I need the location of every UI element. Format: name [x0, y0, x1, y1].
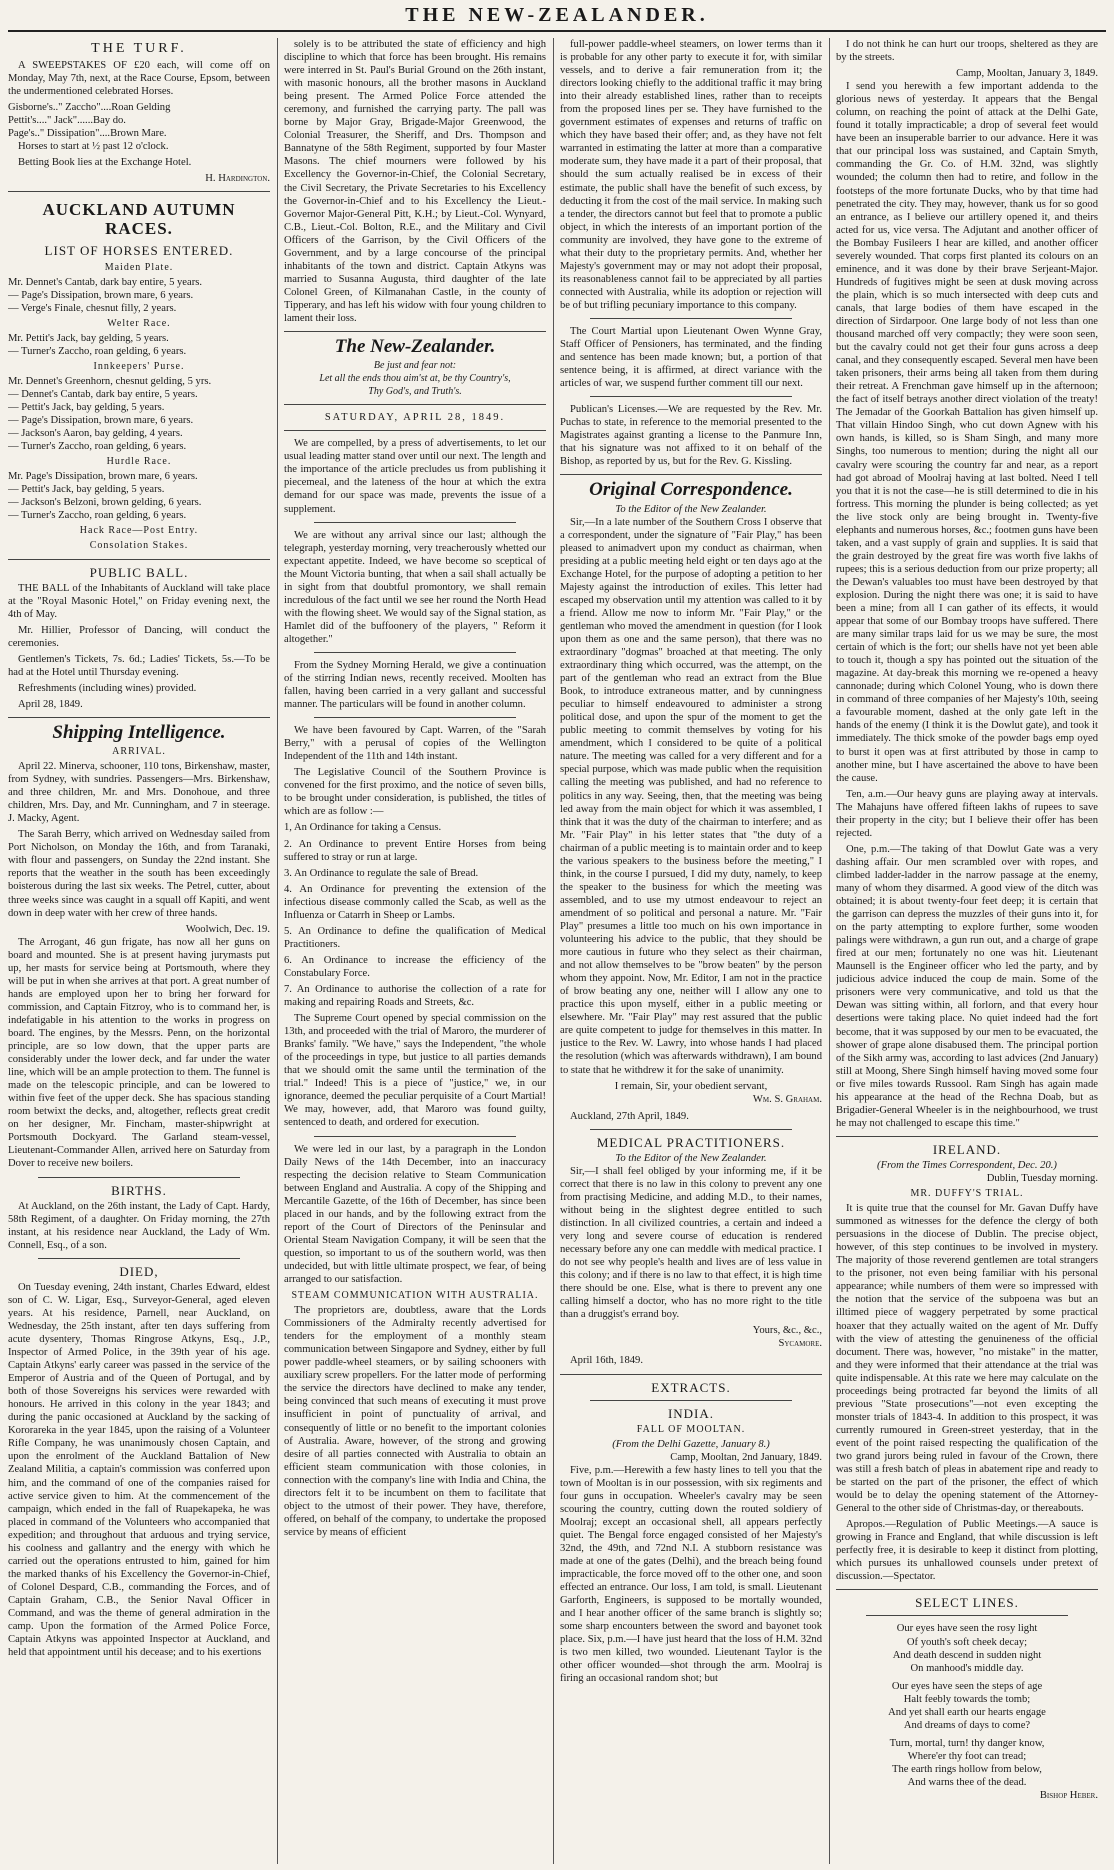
- letter-closing: I remain, Sir, your obedient servant,: [614, 1080, 768, 1092]
- entry-list: [8, 470, 270, 522]
- ireland-heading: IRELAND.: [932, 1141, 1002, 1157]
- mooltan-report: Five, p.m.—Herewith a few hasty lines to tell you that the town of Mooltan is in our possession, with six regiments and four guns in occupation. Wheeler's cavalry may be seen scouring the country, cutting down the routed soldiery of Moolraj; except an occasional shell, all appears perfectly quiet. The Bengal force engaged consisted of her Majesty's 32nd, the 49th, and 72nd N.I. A stubborn resistance was made at one of the gates (Delhi), and the breach being found impracticable, the force moved off to the other one, and soon effected an entrance. Our loss, I am told, is small. Lieutenant Garforth, Engineers, is supposed to be mortally wounded, and I hear another officer of the same branch is slightly so; some sharp encounters between the sword and bayonet took place. Six, p.m.—I have just heard that the loss of H.M. 32nd is two men killed, two wounded. Lieutenant Taylor is the other officer wounded—shot through the arm. Moolraj is firing an occasional random shot; but: [560, 1464, 822, 1685]
- duffy-heading: MR. DUFFY'S TRIAL.: [910, 1188, 1024, 1200]
- ordinance-list: [284, 821, 546, 1009]
- editorial-paragraph: The Supreme Court opened by special commission on the 13th, and proceeded with the trial of Maroro, the murderer of Branks' family. "We have," says the Independent, "the whole of the proceedings in type, but justice to all parties demands that we should omit the same until the termination of the trial." Indeed! This is a piece of "justice," we, in our ignorance, deemed the peculiar perquisite of a Court Martial! We may, however, add, that Maroro was found guilty, sentenced to death, and ordered for execution.: [284, 1013, 546, 1129]
- entry: Mr. Pettit's Jack, bay gelding, 5 years.: [8, 332, 169, 344]
- column-4: [836, 38, 1098, 1864]
- mooltan-letter: I send you herewith a few important addenda to the glorious news of yesterday. It appears that the Bengal column, on reaching the point of attack at the Delhi Gate, found it totally impracticable; a drop of several feet would have been an insuperable barrier to our advance. Here it was that our principal loss was sustained, and Captain Smyth, commanding the Gr. Co. of H.M. 32nd, was slightly wounded; the column then had to retire, and follow in the footsteps of the more fortunate Ducks, who by that time had penetrated the city. They may, however, thank us for so good an entrance, as I believe our artillery opened it, and theirs acted for us, vice versa. The Adjutant and another officer of the Bombay Fusileers I hear are killed, and another officer severely wounded. That corps first planted its colours on an eminence, and it was done by their brave Serjeant-Major. Hundreds of fugitives might be seen at dusk moving across the plain, which is so much intersected with deep cuts and canals, that large bodies of them have escaped in the direction of Sirdarpoor. One large body of not less than one thousand marched off very compactly; they were soon seen, but the cavalry could not get their four guns across a deep canal, and they consequently escaped. Several men have been taken prisoners, their arms being all taken from them during their retreat. A Frenchman gave himself up in the afternoon; the fact of itself betrays another direct violation of the treaty! The Jemadar of the Goorkah Battalion has given himself up. That villain Hindoo Singh, who cut down Agnew with his own hands, is killed, so is Sham Singh, and many more Singhs, too numerous to mention; during the night all our cavalry were scouring the country far and near, as a report had got abroad of Moolraj having at last bolted. Need I tell you that it is not the case—he is still determined to die in his fortress. This morning the plunder is being collected; as yet the live stock only are being brought in. Twenty-five elephants and numerous horses, &c.; footmen guns have been taken, and a vast supply of grain and supplies. It is said that the grain destroyed by the great fire was worth five lakhs of rupees; this is a serious deduction from our prize property; all the Dewan's valuables too must have been destroyed by that explosion. During the night there was one; it is said to have been a mine; from all I can gather of its effects, it would appear that some of our Bombay troops have suffered. There are many similar traps laid for us we may be sure, the most certain of which is the fort; our shells have not yet been able to touch it, though a spy has pointed out the situation of the magazine. At day-break this morning we re-opened a heavy cannonade; during which Colonel Young, who is down there in command of three companies of her Majesty's 10th, seeing a favourable moment, dashed at the only gate left in the hands of the enemy (I think it is the Dowlut gate), and took it immediately. The thick smoke of the powder bags emp oyed to burst it open was at first attributed by those in camp to another mine, but I have ascertained the above to have been the cause.: [836, 81, 1098, 784]
- entry: — Verge's Finale, chesnut filly, 2 years.: [8, 302, 177, 314]
- dateline: Camp, Mooltan, 2nd January, 1849.: [670, 1451, 822, 1463]
- column-3: [560, 38, 822, 1864]
- divider: [836, 1589, 1098, 1590]
- entry-list: [8, 332, 270, 358]
- entry-list: [8, 276, 270, 315]
- divider: [284, 331, 546, 332]
- races-heading: AUCKLAND AUTUMN RACES.: [42, 200, 236, 239]
- divider: [314, 1136, 516, 1137]
- divider: [590, 318, 792, 319]
- poem-line: Of youth's soft cheek decay;: [906, 1636, 1028, 1648]
- entry: Mr. Page's Dissipation, brown mare, 6 years.: [8, 471, 198, 483]
- india-heading: INDIA.: [667, 1405, 715, 1421]
- masthead-title: THE NEW-ZEALANDER.: [405, 4, 709, 26]
- race-name: Innkeepers' Purse.: [93, 360, 185, 372]
- motto-line: Be just and fear not:: [373, 360, 457, 372]
- mooltan-heading: FALL OF MOOLTAN.: [636, 1423, 746, 1435]
- entry: Mr. Dennet's Cantab, dark bay entire, 5 years.: [8, 276, 203, 288]
- letter-date: April 16th, 1849.: [570, 1355, 643, 1367]
- entry: — Pettit's Jack, bay gelding, 5 years.: [8, 401, 165, 413]
- poem-line: And yet shall earth our hearts engage: [888, 1706, 1046, 1718]
- entry: — Turner's Zaccho, roan gelding, 6 years.: [8, 510, 187, 522]
- divider: [8, 191, 270, 192]
- poem-line: The earth rings hollow from below,: [892, 1763, 1042, 1775]
- letter-closing: Yours, &c., &c.,: [752, 1325, 822, 1337]
- divider: [284, 430, 546, 431]
- letter-signature: Sycamore.: [778, 1338, 822, 1350]
- correspondence-heading: Original Correspondence.: [589, 479, 793, 501]
- divider: [38, 1258, 240, 1259]
- divider: [836, 1136, 1098, 1137]
- poem-line: Turn, mortal, turn! thy danger know,: [889, 1737, 1045, 1749]
- entry: — Turner's Zaccho, roan gelding, 6 years.: [8, 441, 187, 453]
- poem-author: Bishop Heber.: [1039, 1790, 1098, 1802]
- editorial-paragraph: The Legislative Council of the Southern Province is convened for the first proximo, and the notice of seven bills, to be brought under consideration, is published, the titles of which are as follow :—: [284, 767, 546, 818]
- column-2: [284, 38, 546, 1864]
- entry: — Dennet's Cantab, dark bay entire, 5 years.: [8, 388, 198, 400]
- horse-list: [8, 101, 270, 140]
- source-line: (From the Delhi Gazette, January 8.): [612, 1438, 770, 1450]
- column-divider: [829, 38, 830, 1864]
- race-name: Consolation Stakes.: [89, 540, 189, 552]
- mooltan-update: Ten, a.m.—Our heavy guns are playing away at intervals. The Mahajuns have offered fifteen lakhs of rupees to save their property in the city; but I believe their offer has been rejected.: [836, 788, 1098, 839]
- race-name: Hack Race—Post Entry.: [79, 525, 199, 537]
- ordinance-item: 2. An Ordinance to prevent Entire Horses from being suffered to stray or run at large.: [284, 838, 546, 863]
- editorial-paragraph: We are compelled, by a press of advertisements, to let our usual leading matter stand over until our next. The length and the importance of the article precludes us from publishing it piecemeal, and the lateness of the hour at which the extra demand for our space was made, prevents the issue of a supplement.: [284, 438, 546, 515]
- divider: [8, 717, 270, 718]
- editorial-paragraph: We are without any arrival since our last; although the telegraph, yesterday morning, very treacherously whetted our expectant appetite. Indeed, we have become so sceptical of the Mount Victoria bunting, that when a sail shall actually be in sight from that doubtful promontory, we shall remain incredulous of the fact until we see her round the North Head with the flowing sheet. We would say of the Signal station, as Hamlet did of the buffoonery of the players, " Reform it altogether.": [284, 529, 546, 645]
- letter-body: Sir,—In a late number of the Southern Cross I observe that a correspondent, under the signature of "Fair Play," has been pleased to animadvert upon my conduct as chairman, when presiding at a public meeting held eight or ten days ago at the Exchange Hotel, for the purpose of adopting a petition to her Majesty against the introduction of exiles. This letter had escaped my observation until my attention was called to it by a friend. Allow me now to inform Mr. "Fair Play," or the gentleman who moved the amendment in question (for I look upon them as one and the same person), that there was no extraordinary "dogmas" broached at that meeting. The only extraordinary thing which occurred, was the attempt, on the part of the gentleman who read an extract from the Blue Book, to introduce extraneous matter, and by cunningness peculiar to himself endeavoured to administer a strong political dose, and upon the spur of the moment to get the public meeting to commit themselves by voting for his amendment, which I considered to be quite of a political nature. The meeting was called for a very different and for a special purpose, which was made public when the requisition calling the meeting was published, and had no reference to politics in any way. Seeing, then, that the meeting was being led away from the main object for which it was assembled, I think that it was the duty of the chairman to interfere; and as Mr. "Fair Play" in his letter states that "the duty of a chairman of a public meeting is to maintain order and to keep the various speakers to the business before the meeting," I think, in the course I pursued, I did my duty, namely, to keep the speaker to the business for which the meeting was assembled, and to use my utmost endeavour to reject an amendment of so political and personal a nature. Mr. "Fair Play" presumes a little too much on his own importance in volunteering his advice to the public, that they should be more cautious in future who they select as their chairman, and not allow themselves to be "brow beaten" by the person whom they appoint. Now, Mr. Editor, I am not in the practice of brow beating any one, neither will I allow any one to practice this upon myself, either in a public meeting or elsewhere. Mr. "Fair Play" may rest assured that the public are quite competent to judge for themselves in this matter. In justice to the Rev. W. Lawry, into whose hands I had placed the resolution (which was afterwards withdrawn), I am bound to state that he withdrew it for the sake of unanimity.: [560, 516, 822, 1076]
- apropos-note: Apropos.—Regulation of Public Meetings.—A sauce is growing in France and England, that while discussion is left perfectly free, it is desirable to keep it distinct from plotting, which pursues its unhallowed counsels under pretext of discussion.—Spectator.: [836, 1519, 1098, 1583]
- poem-line: Where'er thy foot can tread;: [907, 1750, 1027, 1762]
- dateline: Woolwich, Dec. 19.: [185, 923, 270, 935]
- horse-entry: Pettit's...." Jack"......Bay do.: [8, 115, 126, 127]
- column-1: [8, 38, 270, 1864]
- divider: [314, 522, 516, 523]
- issue-date: SATURDAY, APRIL 28, 1849.: [324, 412, 506, 424]
- entry: — Jackson's Aaron, bay gelding, 4 years.: [8, 428, 183, 440]
- masthead-rule: [8, 30, 1106, 32]
- sarah-berry-report: The Sarah Berry, which arrived on Wednesday sailed from Port Nicholson, on Monday the 16th, and from Taranaki, with flour and passengers, on Sunday the 22nd instant. She reports that the weather in the south has been exceedingly boisterous during the last six weeks. The Petrel, cutter, about three weeks since was caught in a squall off Kapiti, and went down in deep water with her crew of three hands.: [8, 829, 270, 919]
- arrival-text: April 22. Minerva, schooner, 110 tons, Birkenshaw, master, from Sydney, with sundries. Passengers—Mrs. Birkenshaw, and three children, Mr. and Mrs. Donohoue, and three children, Mrs. Day, and Mr. Cunningham, and 7 in steerage. J. Macky, Agent.: [8, 761, 270, 825]
- entry: — Jackson's Belzoni, brown gelding, 6 years.: [8, 497, 202, 509]
- letter-address: To the Editor of the New Zealander.: [615, 1152, 767, 1164]
- ball-date: April 28, 1849.: [18, 698, 83, 710]
- motto-line: Let all the ends thou aim'st at, be thy Country's,: [319, 373, 511, 385]
- divider: [314, 717, 516, 718]
- editorial-paragraph: From the Sydney Morning Herald, we give a continuation of the stirring Indian news, recently received. Moolten has fallen, having been carried in a very gallant and successful manner. The particulars will be found in another column.: [284, 659, 546, 711]
- court-martial-note: The Court Martial upon Lieutenant Owen Wynne Gray, Staff Officer of Pensioners, has terminated, and the finding and sentence has been made known; but, a portion of that sentence being, it is affirmed, at direct variance with the articles of war, we suspend further comment till our next.: [560, 325, 822, 390]
- divider: [560, 474, 822, 475]
- editorial-paragraph: We have been favoured by Capt. Warren, of the "Sarah Berry," with a perusal of copies of the Wellington Independent of the 11th and 14th instant.: [284, 725, 546, 763]
- divider: [560, 1374, 822, 1375]
- poem-line: On manhood's middle day.: [910, 1662, 1024, 1674]
- letter-date: Auckland, 27th April, 1849.: [570, 1110, 689, 1122]
- poem-line: Our eyes have seen the rosy light: [896, 1623, 1038, 1635]
- entries-heading: LIST OF HORSES ENTERED.: [44, 243, 234, 259]
- entry: — Page's Dissipation, brown mare, 6 years.: [8, 415, 194, 427]
- horse-entry: Gisborne's.." Zaccho"....Roan Gelding: [8, 102, 171, 114]
- ball-notice: Gentlemen's Tickets, 7s. 6d.; Ladies' Tickets, 5s.—To be had at the Hotel until Thursday evening.: [8, 653, 270, 678]
- entry: — Page's Dissipation, brown mare, 6 years.: [8, 289, 194, 301]
- columns: [8, 38, 1106, 1864]
- poem-line: Our eyes have seen the steps of age: [891, 1680, 1043, 1692]
- medical-heading: MEDICAL PRACTITIONERS.: [596, 1134, 786, 1150]
- ball-notice: Refreshments (including wines) provided.: [18, 682, 197, 694]
- shipping-heading: Shipping Intelligence.: [52, 721, 226, 743]
- ball-notice: THE BALL of the Inhabitants of Auckland will take place at the "Royal Masonic Hotel," on Friday evening next, the 4th of May.: [8, 582, 270, 620]
- select-lines-heading: SELECT LINES.: [915, 1595, 1019, 1611]
- ordinance-item: 6. An Ordinance to increase the efficiency of the Constabulary Force.: [284, 954, 546, 979]
- steam-report-continued: full-power paddle-wheel steamers, on lower terms than it is probable for any other party to execute it for, with similar vessels, and to derive a fair remuneration from it; the directors looking chiefly to the additional traffic it may bring into their already established lines, rather than to receipts from the proposed lines per se. They have furnished to the government estimates of expenses and returns of traffic on which they have based their offer; and, as they have not felt warranted in estimating the latter at more than a comparative moderate sum, they have made it a part of their proposal, that should the sum actually realised be in excess of their estimate, the public shall have the benefit of such excess, by deducting it from the cost of the mail service. In making such a tender, the directors cannot but feel that to promote a public object, in which the interests of an important portion of the community are involved, they have gone to the extreme of what their duty to the proprietary permits. And, whether her Majesty's government may or may not adopt their proposal, its reasonableness cannot fail to be appreciated by all parties connected with Australia, while its adoption or rejection will be of but trifling pecuniary importance to this company.: [560, 39, 822, 311]
- race-name: Welter Race.: [107, 317, 171, 329]
- divider: [38, 1177, 240, 1178]
- source-line: (From the Times Correspondent, Dec. 20.): [877, 1159, 1057, 1171]
- steam-report: The proprietors are, doubtless, aware that the Lords Commissioners of the Admiralty recently advertised for tenders for the employment of a monthly steam communication between Singapore and Sydney, either by full power paddle-wheel steamers, or by sailing schooners with auxiliary screw propellers. For the latter mode of performing the service the directors have declined to make any tender, being convinced that such means of executing it must prove insufficient in point of punctuality of arrival, and consequently of little or no benefit to the important colonies of Australia. Aware, however, of the strong and growing desire of all parties connected with Australia to obtain an efficient steam communication with those colonies, in connection with the company's line with India and China, the directors felt it to be incumbent on them to facilitate that object to the utmost of their power. They have, therefore, offered, on behalf of the company, to undertake the proposed service by means of efficient: [284, 1305, 546, 1538]
- start-time: Horses to start at ½ past 12 o'clock.: [18, 141, 169, 153]
- paper-title: The New-Zealander.: [334, 336, 496, 358]
- dateline: Dublin, Tuesday morning.: [986, 1172, 1098, 1184]
- horse-entry: Page's.." Dissipation"....Brown Mare.: [8, 128, 167, 140]
- poem-line: And dreams of days to come?: [903, 1719, 1031, 1731]
- mooltan-update: One, p.m.—The taking of that Dowlut Gate was a very dashing affair. Our men scrambled over with ropes, and climbed ladder-ladder in the narrow passage at the enemy, many of whom they disarmed. A good view of the ditch was obtained; it is about twenty-four feet deep; it is certain that the garrison can depress the muzzles of their guns into it, for on the party attempting to explore further, some wooden palings were withdrawn, a gun run out, and a charge of grape fired at our men; fortunately no one was hit. Lieutenant Maunsell is the Engineer officer who led the party, and by judicious advice induced the coup de main. Some of the prisoners were very communicative, and told us that the Dewan was sitting within, all forlorn, and that every hour desertions were taking place. No quiet indeed had the fort become, that it was supposed by our men to be evacuated, the shower of grape alone disabused them. The principal portion of the Sikh army was, according to last advices (2nd January) still at Moong, Shere Singh himself having moved some four or five miles towards Russool. Ram Singh has again made his appearance at the head of the Rechna Doab, but as Brigadier-General Wheeler is in the neighbourhood, we trust he may not challenged to escape this time.": [836, 843, 1098, 1129]
- extracts-heading: EXTRACTS.: [651, 1379, 731, 1395]
- entry: Mr. Dennet's Greenhorn, chesnut gelding, 5 yrs.: [8, 375, 212, 387]
- births-text: At Auckland, on the 26th instant, the Lady of Capt. Hardy, 58th Regiment, of a daughter. On Friday morning, the 27th instant, at his residence near Auckland, the Lady of Wm. Connell, Esq., of a son.: [8, 1200, 270, 1251]
- poem-line: And death descend in sudden night: [892, 1649, 1042, 1661]
- entry: — Pettit's Jack, bay gelding, 5 years.: [8, 484, 165, 496]
- letter-address: To the Editor of the New Zealander.: [615, 503, 767, 515]
- died-text: On Tuesday evening, 24th instant, Charles Edward, eldest son of C. W. Ligar, Esq., Surveyor-General, aged eleven years. At his residence, Parnell, near Auckland, on Wednesday, the 25th instant, after ten days suffering from acute dysentery, Thomas Ringrose Atkyns, Esq., J.P., Inspector of Armed Police, in the 39th year of his age. Captain Atkyns' early career was passed in the service of the Emperor of Austria and of the Queen of Portugal, and by both of those Sovereigns his services were rewarded with honours. He arrived in this colony in the year 1843; and during the panic occasioned at Auckland by the sacking of Kororareka in the year 1845, upon the raising of a Volunteer Rifle Company, he was unanimously chosen Captain, and upon the enrolment of the Auckland Battalion of New Zealand Militia, a captain's commission was conferred upon him, and the command of one of the companies raised for active service given to him. At the commencement of the campaign, which ended in the fall of Ruapekapeka, he was placed in command of the Volunteers who accompanied that expedition; and throughout that arduous and trying service, his coolness and gallantry and the energy with which he carried out the operations entrusted to him, gained for him the marked thanks of his Excellency the Governor-in-Chief, of Colonel Despard, C.B., commanding the Forces, and of Captain Graham, C.B., the Senior Naval Officer in Command, and was the theme of general admiration in the camp. Upon the formation of the Armed Police Force, Captain Atkyns was appointed Inspector at Auckland, and held that appointment until his decease; and to his exertions: [8, 1281, 270, 1659]
- mooltan-report-continued: I do not think he can hurt our troops, sheltered as they are by the streets.: [836, 39, 1098, 64]
- column-divider: [277, 38, 278, 1864]
- entry-list: [8, 375, 270, 453]
- poem-line: And warns thee of the dead.: [907, 1777, 1027, 1788]
- ball-heading: PUBLIC BALL.: [89, 564, 189, 580]
- divider: [590, 1129, 792, 1130]
- obituary-continued: solely is to be attributed the state of efficiency and high discipline to which that force has been brought. His remains were interred in St. Paul's Burial Ground on the 26th instant, with masonic honours, all the brother masons in Auckland being present. The Armed Police Force attended the ceremony, and furnished the carrying party. The pall was borne by Major Gray, Brigade-Major Greenwood, the Colonial Treasurer, the Sheriff, and Drs. Thompson and Bannatyne of the 58th Regiment, supported by four Master Masons. The chief mourners were followed by his Excellency the Governor-in-Chief, the Colonial Secretary, the Civil Secretary, the Private Secretaries to his Excellency the Governor-in-Chief and to his Excellency the Lieut.-Governor Major-General Pitt, K.H.; by Lieut.-Col. Wynyard, C.B., Lieut.-Col. Bolton, R.E., and the Military and Civil Officers of the Garrison, by the Civil Officers of the Government, and by a large concourse of the principal inhabitants of the town and district. Captain Atkyns was married to Susanna Augusta, third daughter of the late Colonel Green, of Kilmanahan Castle, in the county of Tipperary, and has left his widow with four young children to lament their loss.: [284, 39, 546, 324]
- sweepstakes-ad: A SWEEPSTAKES OF £20 each, will come off on Monday, May 7th, next, at the Race Course, Epsom, between the undermentioned celebrated Horses.: [8, 60, 270, 98]
- turf-heading: THE TURF.: [91, 41, 187, 56]
- ball-notice: Mr. Hillier, Professor of Dancing, will conduct the ceremonies.: [8, 624, 270, 649]
- divider: [314, 652, 516, 653]
- editorial-paragraph: We were led in our last, by a paragraph in the London Daily News of the 14th December, into an inaccuracy respecting the decision relative to Steam Communication between England and Australia. A copy of the Shipping and Mercantile Gazette, of the 16th of December, has since been placed in our hands, and by the following extract from the report of the Court of Directors of the Peninsular and Oriental Steam Navigation Company, it will be seen that the question, so important to us of the southern world, was then undecided, but with little ultimate prospect, we fear, of being arranged to our satisfaction.: [284, 1143, 546, 1285]
- column-divider: [553, 38, 554, 1864]
- signature: H. Hardington.: [205, 173, 270, 185]
- divider: [590, 396, 792, 397]
- ordinance-item: 5. An Ordinance to define the qualification of Medical Practitioners.: [284, 925, 546, 950]
- letter-signature: Wm. S. Graham.: [752, 1093, 822, 1105]
- masthead: [0, 0, 1114, 38]
- divider: [8, 559, 270, 560]
- letter-body: Sir,—I shall feel obliged by your informing me, if it be correct that there is no law in this colony to prevent any one from practising Medicine, and adding M.D., to their names, without being in the slightest degree entitled to such distinction. In all civilized countries, a certain and indeed a very long and severe course of education is rendered necessary before any one can meddle with medical practice. I do not see why people's health and lives are of less value in this colony; and if there is no law to that effect, it is high time there should be one. Else, what is there to prevent any one calling himself a doctor, who has no more right to the title than a druggist's errand boy.: [560, 1165, 822, 1321]
- race-name: Hurdle Race.: [106, 456, 172, 468]
- ordinance-item: 1, An Ordinance for taking a Census.: [284, 822, 442, 834]
- poem-line: Halt feebly towards the tomb;: [903, 1693, 1031, 1705]
- died-heading: DIED,: [119, 1263, 159, 1279]
- licenses-note: Publican's Licenses.—We are requested by the Rev. Mr. Puchas to state, in reference to the memorial presented to the Magistrates against granting a license to the Panmure Inn, that his signature was not affixed to it on behalf of the Bishop, as reported by us, but for the Rev. G. Kissling.: [560, 404, 822, 468]
- entry: — Turner's Zaccho, roan gelding, 6 years.: [8, 345, 187, 357]
- arrival-heading: ARRIVAL.: [112, 746, 166, 758]
- poem: [836, 1622, 1098, 1789]
- ordinance-item: 4. An Ordinance for preventing the extension of the infectious disease commonly called the Scab, as well as the Influenza or Catarrh in Sheep or Lambs.: [284, 883, 546, 921]
- divider: [590, 1400, 792, 1401]
- steam-heading: STEAM COMMUNICATION WITH AUSTRALIA.: [291, 1290, 539, 1302]
- dateline: Camp, Mooltan, January 3, 1849.: [956, 68, 1098, 80]
- births-heading: BIRTHS.: [111, 1182, 167, 1198]
- divider: [866, 1615, 1068, 1616]
- ordinance-item: 7. An Ordinance to authorise the collection of a rate for making and repairing Roads and Streets, &c.: [284, 984, 546, 1009]
- betting-note: Betting Book lies at the Exchange Hotel.: [18, 157, 192, 169]
- arrogant-report: The Arrogant, 46 gun frigate, has now all her guns on board and mounted. She is at present having jurymasts put up, her masts for service being at Portsmouth, where they will be put in when she arrives at that port. A great number of hands are employed upon her to bring her forward for commission, and Captain Fitzroy, who is to command her, is indefatigable in his attention to the works in progress on board. The engines, by the Messrs. Penn, on the horizontal principle, are so low down, that the upper parts are considerably under the lower deck, and far under the water line, which will be an ample protection to them. The funnel is made on the telescopic principle, and can be lowered to within five feet of the upper deck. She has spacious standing room betwixt the decks, and, altogether, reflects great credit on her designer, Mr. Fincham, master-shipwright at Portsmouth Dockyard. The Garland steam-vessel, Lieutenant-Commander Allen, arrived here on Saturday from Dover to receive new boilers.: [8, 936, 270, 1170]
- motto-line: Thy God's, and Truth's.: [368, 386, 462, 398]
- duffy-report: It is quite true that the counsel for Mr. Gavan Duffy have summoned as witnesses for the defence the clergy of both persuasions in the diocese of Dublin. The precise object, however, of this step continues to be involved in mystery. The majority of those reverend gentlemen are total strangers to the prisoner, not even being familiar with his personal appearance; while numbers of them were so impressed with the notion that the service of the subpoena was but an illtimed piece of waggery perpetrated by some practical hoaxer that they actually waited on the agent of Mr. Duffy with the view of attesting the genuineness of the official document. There was, however, "no mistake" in the matter, and they were informed that their attendance at the trial was quite indispensable. At this rate we here may calculate on the proceedings being protracted far beyond the limits of all previous "State prosecutions"—not even excepting the monster trials of 1843-4. In addition to this prospect, it was currently rumoured in Green-street yesterday, that in the event of the point raised respecting the qualification of the two grand jurors being ruled in favour of the Crown, there was still a fresh batch of pleas in abatement ripe and ready to be started on the part of the prisoner, the effect of which would be to delay the opening statement of the Attorney-General to the other side of Christmas-day, or thereabouts.: [836, 1203, 1098, 1515]
- race-name: Maiden Plate.: [104, 261, 174, 273]
- ordinance-item: 3. An Ordinance to regulate the sale of Bread.: [284, 867, 479, 879]
- divider: [284, 404, 546, 405]
